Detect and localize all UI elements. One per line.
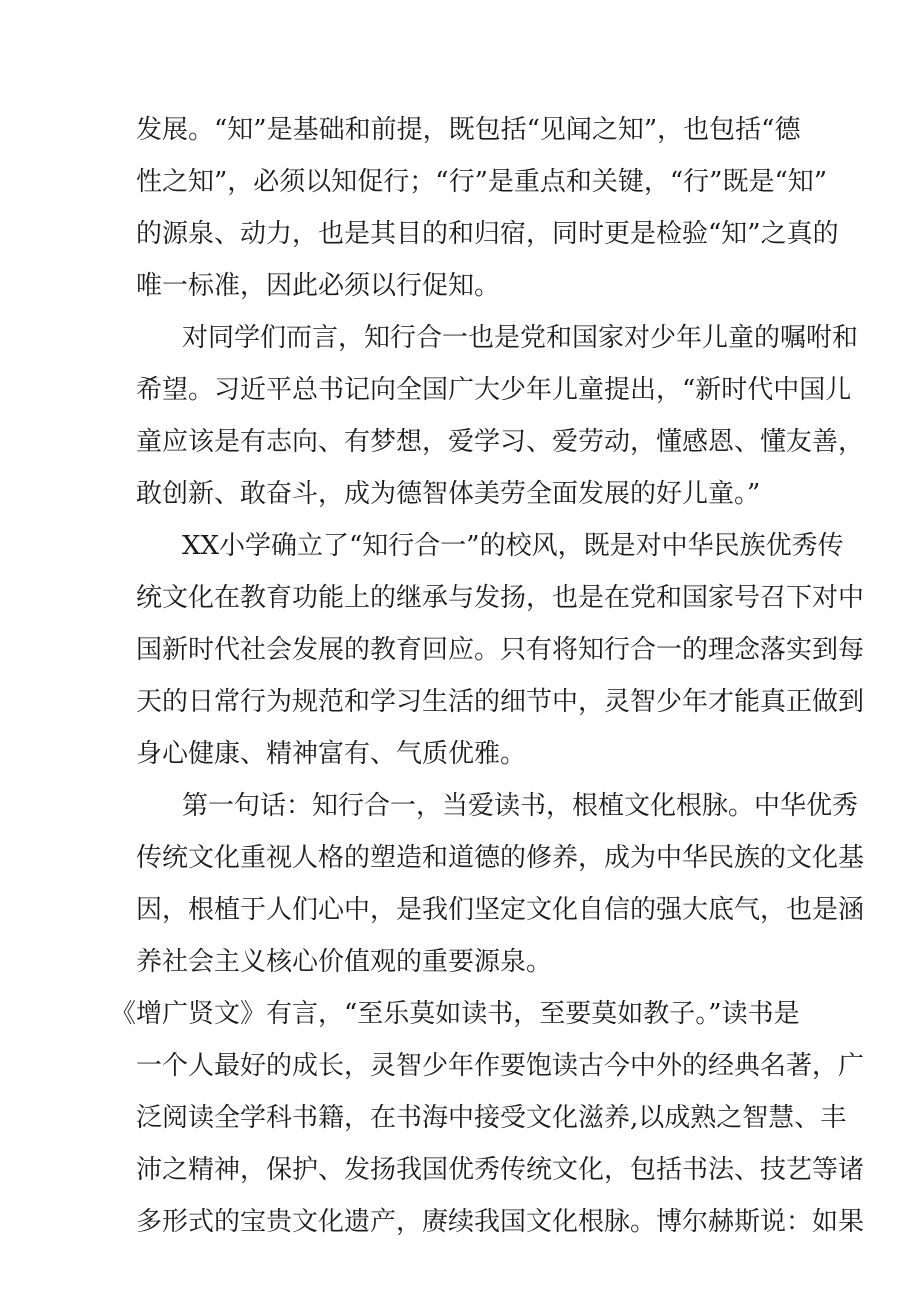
text-line: 沛之精神，保护、发扬我国优秀传统文化，包括书法、技艺等诸 [136, 1155, 865, 1185]
document-body [110, 104, 865, 1248]
paragraph-start-line: 对同学们而言，知行合一也是党和国家对少年儿童的嘱咐和 [182, 323, 859, 353]
text-line: 养社会主义核心价值观的重要源泉。 [136, 947, 553, 977]
text-line: 身心健康、精神富有、气质优雅。 [136, 739, 527, 769]
text-line: 一个人最好的成长，灵智少年作要饱读古今中外的经典名著，广 [136, 1051, 865, 1081]
text-line: 唯一标准，因此必须以行促知。 [136, 271, 501, 301]
text-line: 性之知”，必须以知促行；“行”是重点和关键，“行”既是“知” [136, 167, 828, 197]
paragraph-start-line: 第一句话：知行合一，当爱读书，根植文化根脉。中华优秀 [182, 791, 859, 821]
text-line: 天的日常行为规范和学习生活的细节中，灵智少年才能真正做到 [136, 687, 865, 717]
text-line: 国新时代社会发展的教育回应。只有将知行合一的理念落实到每 [136, 635, 865, 665]
text-line: 敢创新、敢奋斗，成为德智体美劳全面发展的好儿童。” [136, 479, 761, 509]
text-line: 多形式的宝贵文化遗产，赓续我国文化根脉。博尔赫斯说：如果 [136, 1207, 865, 1237]
text-line: 童应该是有志向、有梦想，爱学习、爱劳动，懂感恩、懂友善， [136, 427, 865, 457]
text-line: 传统文化重视人格的塑造和道德的修养，成为中华民族的文化基 [136, 843, 865, 873]
text-line: 发展。“知”是基础和前提，既包括“见闻之知”，也包括“德 [136, 115, 801, 145]
paragraph-start-line: XX小学确立了“知行合一”的校风，既是对中华民族优秀传 [182, 531, 844, 561]
text-line: 泛阅读全学科书籍，在书海中接受文化滋养,以成熟之智慧、丰 [136, 1103, 847, 1133]
text-line: 的源泉、动力，也是其目的和归宿，同时更是检验“知”之真的 [136, 219, 839, 249]
text-line: 希望。习近平总书记向全国广大少年儿童提出，“新时代中国儿 [136, 375, 852, 405]
text-line: 因，根植于人们心中，是我们坚定文化自信的强大底气，也是涵 [136, 895, 865, 925]
paragraph-start-line: 《增广贤文》有言，“至乐莫如读书，至要莫如教子。”读书是 [110, 999, 800, 1029]
text-line: 统文化在教育功能上的继承与发扬，也是在党和国家号召下对中 [136, 583, 865, 613]
